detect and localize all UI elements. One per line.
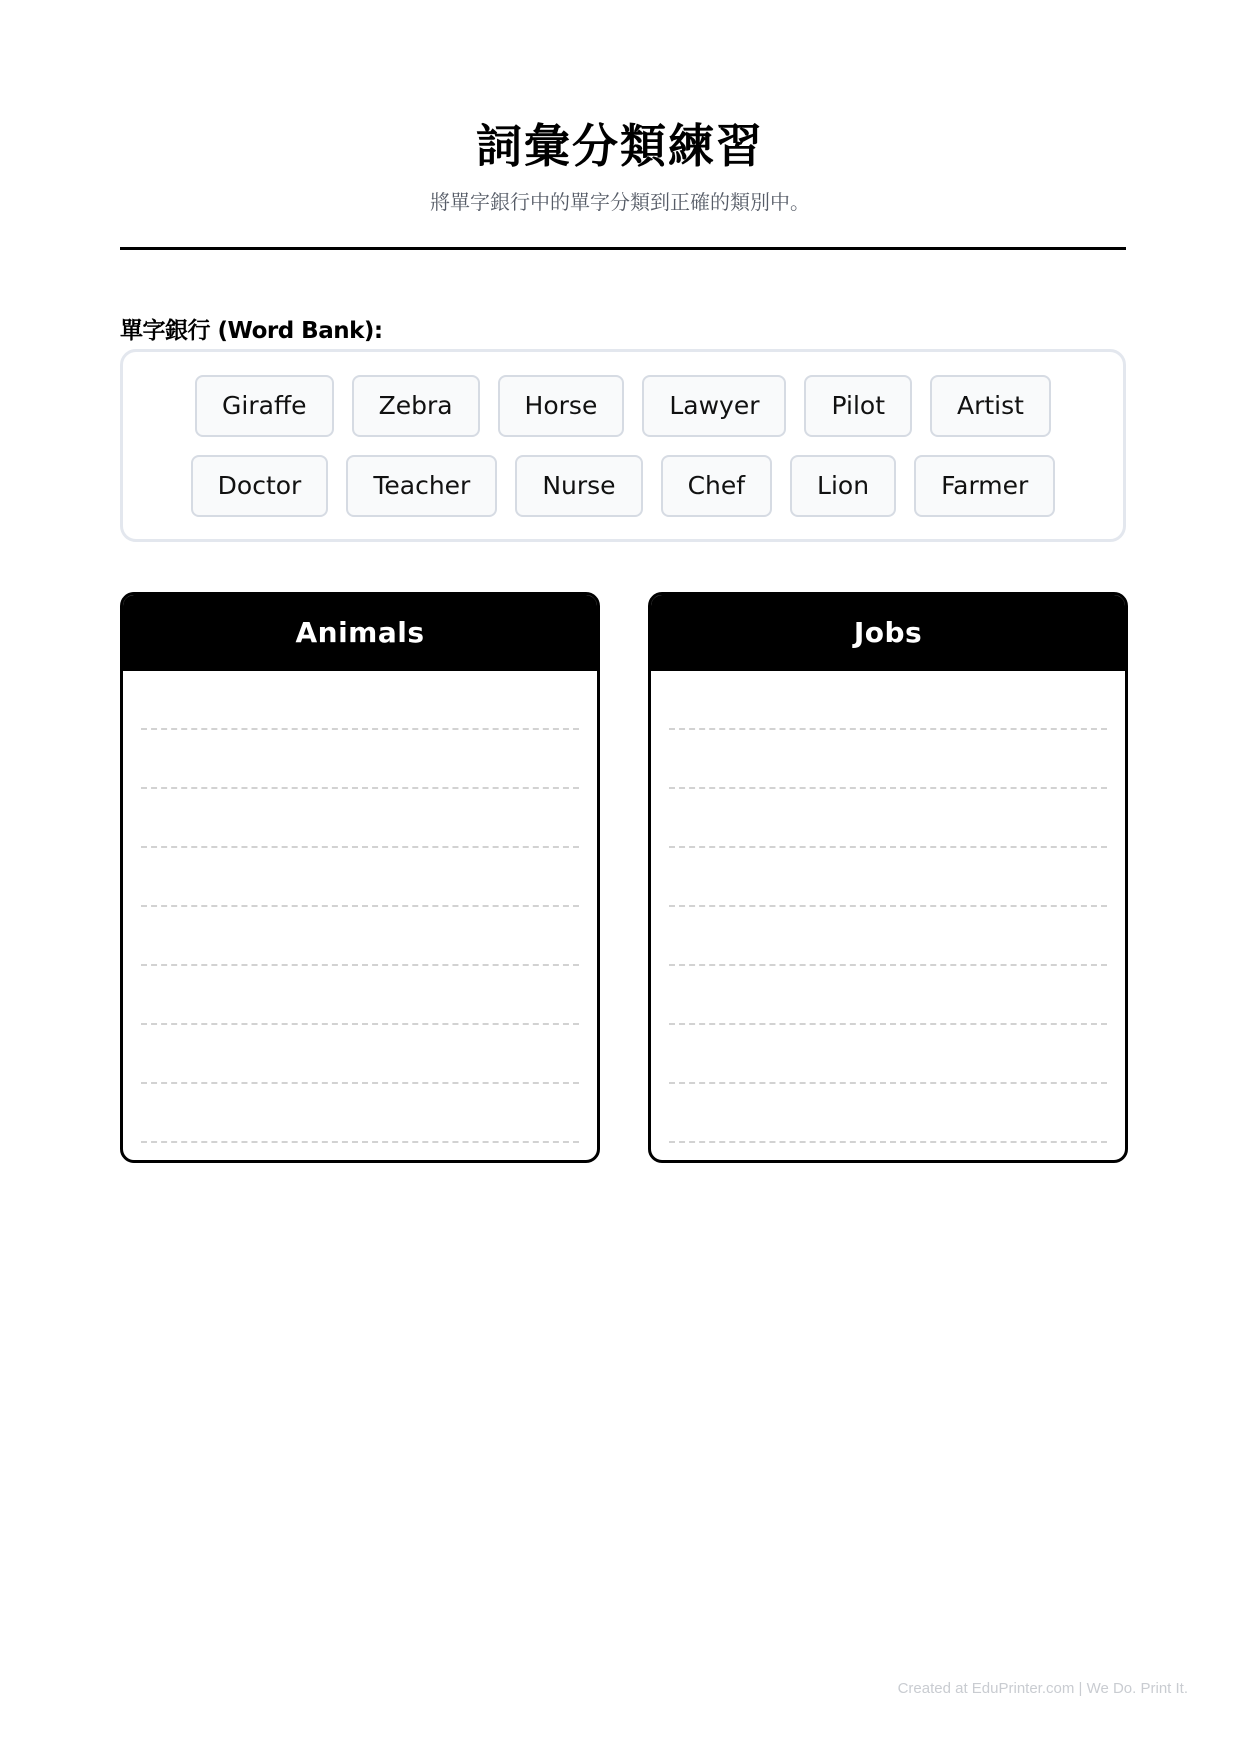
page-title: 詞彙分類練習 (476, 119, 764, 173)
writing-line[interactable] (141, 728, 579, 730)
writing-line[interactable] (669, 728, 1107, 730)
writing-line[interactable] (141, 964, 579, 966)
word-chip-horse: Horse (498, 375, 625, 437)
category-animals-header: Animals (123, 595, 597, 671)
writing-line[interactable] (141, 1023, 579, 1025)
word-chip-zebra: Zebra (352, 375, 480, 437)
footer-credit: Created at EduPrinter.com | We Do. Print It. (897, 1680, 1188, 1697)
writing-line[interactable] (141, 905, 579, 907)
word-chip-artist: Artist (930, 375, 1051, 437)
word-chip-pilot: Pilot (804, 375, 912, 437)
writing-line[interactable] (669, 1023, 1107, 1025)
writing-line[interactable] (669, 964, 1107, 966)
writing-line[interactable] (141, 1082, 579, 1084)
word-chip-farmer: Farmer (914, 455, 1055, 517)
word-chip-chef: Chef (661, 455, 772, 517)
writing-line[interactable] (669, 1082, 1107, 1084)
category-animals (120, 592, 600, 1163)
category-jobs (648, 592, 1128, 1163)
word-bank-label: 單字銀行 (Word Bank): (120, 318, 383, 344)
writing-line[interactable] (669, 846, 1107, 848)
word-bank (120, 349, 1126, 542)
word-chip-teacher: Teacher (346, 455, 497, 517)
word-chip-lion: Lion (790, 455, 896, 517)
word-chip-doctor: Doctor (191, 455, 329, 517)
writing-line[interactable] (669, 905, 1107, 907)
writing-line[interactable] (669, 1141, 1107, 1143)
word-chip-giraffe: Giraffe (195, 375, 334, 437)
writing-line[interactable] (141, 787, 579, 789)
writing-line[interactable] (669, 787, 1107, 789)
writing-line[interactable] (141, 1141, 579, 1143)
word-chip-lawyer: Lawyer (642, 375, 786, 437)
header-divider (120, 247, 1126, 250)
category-jobs-header: Jobs (651, 595, 1125, 671)
word-chip-nurse: Nurse (515, 455, 642, 517)
instructions-text: 將單字銀行中的單字分類到正確的類別中。 (430, 190, 810, 214)
writing-line[interactable] (141, 846, 579, 848)
